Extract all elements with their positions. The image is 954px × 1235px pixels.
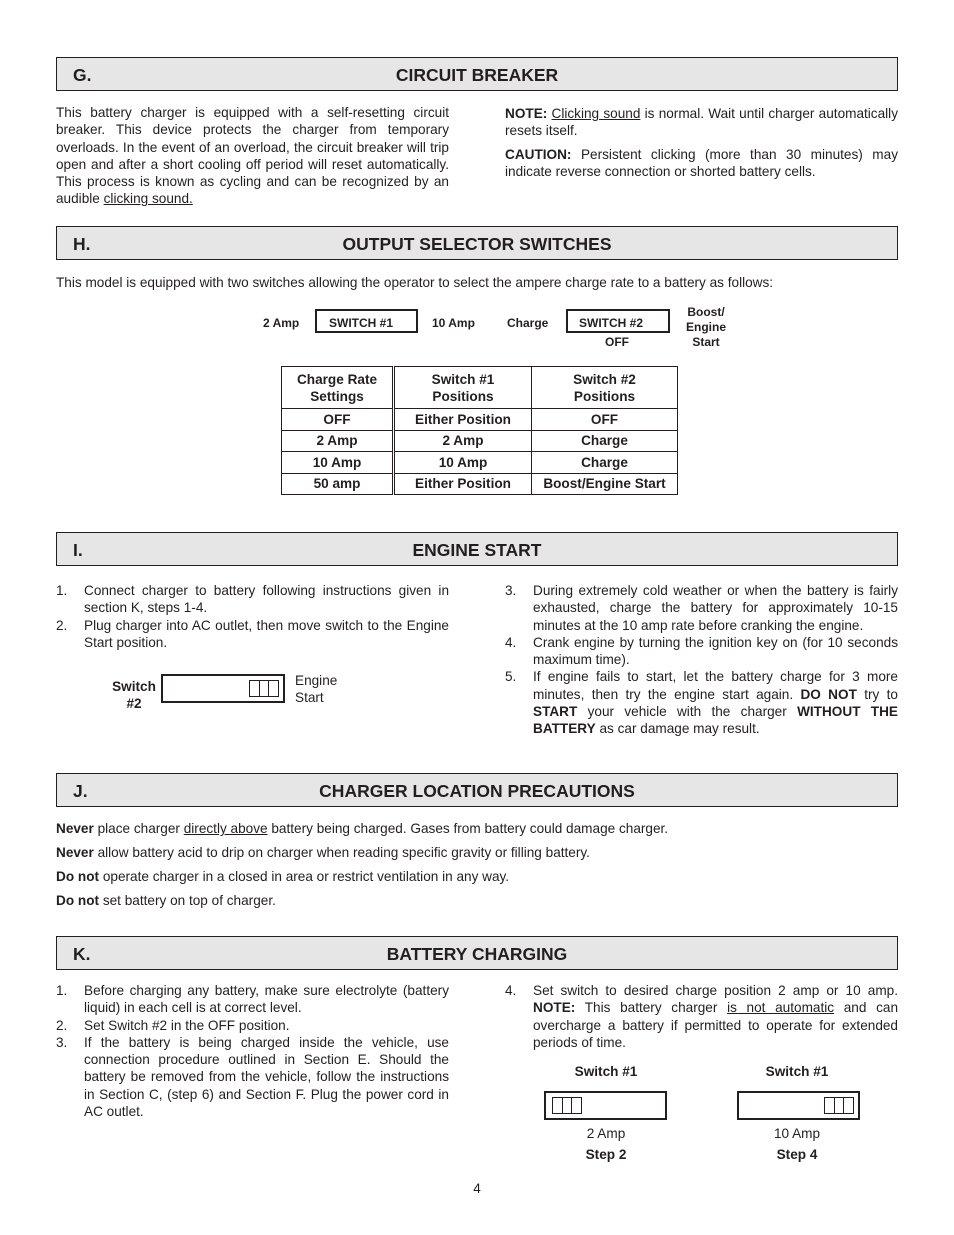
step-text: and can overcharge a battery if permitted to operate for extended periods of time. (533, 1000, 898, 1050)
step-text: If engine fails to start, let the battery charge for 3 more minutes, then try the engine start again. (533, 669, 898, 702)
table-cell: Either Position (394, 409, 532, 431)
header-cell (282, 367, 394, 409)
table-cell: OFF (532, 409, 678, 431)
section-title: ENGINE START (412, 540, 542, 560)
fig-left-step: Step 2 (585, 1147, 627, 1162)
step-number: 4. (505, 634, 517, 650)
section-title: CIRCUIT BREAKER (395, 65, 559, 85)
engine-label-line: Start (295, 690, 324, 706)
list-item (56, 617, 449, 652)
table-header-row (282, 367, 678, 409)
section-letter: K. (73, 944, 91, 964)
table-cell: OFF (282, 409, 394, 431)
section-g-header (56, 57, 898, 91)
section-title: CHARGER LOCATION PRECAUTIONS (319, 781, 635, 801)
toggle-knob-icon (249, 680, 279, 697)
header-cell (532, 367, 678, 409)
precaution-line (56, 820, 898, 837)
fig-right-step: Step 4 (776, 1147, 818, 1162)
step-number: 2. (56, 617, 68, 633)
header-text: Settings (310, 388, 364, 404)
section-i-header (56, 532, 898, 566)
body-text: place charger (93, 821, 184, 836)
table-cell: 10 Amp (394, 452, 532, 474)
underlined-text: is not automatic (727, 1000, 835, 1016)
table-cell: 2 Amp (282, 430, 394, 452)
section-letter: H. (73, 234, 91, 254)
body-text: operate charger in a closed in area or restrict ventilation in any way. (99, 869, 510, 884)
fig-right-title: Switch #1 (765, 1064, 829, 1079)
section-title: OUTPUT SELECTOR SWITCHES (342, 234, 612, 254)
switch-label-line: #2 (126, 696, 142, 712)
table-row (282, 409, 678, 431)
bold-text: WITHOUT THE BATTERY (533, 704, 898, 737)
selector-intro: This model is equipped with two switches allowing the operator to select the ampere charge rate to a battery as follows: (56, 275, 774, 290)
list-item (505, 634, 898, 669)
battery-charging-steps-left (56, 982, 449, 1120)
table-cell: 10 Amp (282, 452, 394, 474)
list-item (56, 1017, 449, 1034)
header-text: Switch #1 (431, 371, 495, 387)
precaution-line (56, 844, 898, 861)
underlined-text: clicking sound. (103, 191, 193, 207)
header-text: Charge Rate (296, 371, 378, 387)
step-number: 1. (56, 583, 68, 598)
list-item (56, 582, 449, 617)
table-row (282, 430, 678, 452)
list-item (505, 582, 898, 634)
switch2-engine-start-diagram (161, 674, 285, 703)
list-item (505, 982, 898, 1051)
fig-right-caption: 10 Amp (773, 1126, 821, 1141)
step-number: 3. (505, 583, 517, 598)
section-letter: G. (73, 65, 92, 85)
step-text: try to (856, 686, 898, 702)
step-text: your vehicle with the charger (577, 704, 798, 720)
fig-left-title: Switch #1 (574, 1064, 638, 1079)
precaution-line (56, 868, 898, 885)
bold-text: DO NOT (800, 686, 857, 702)
switch2-label: SWITCH #2 (579, 316, 644, 330)
header-cell (394, 367, 532, 409)
engine-label-line: Engine (295, 673, 338, 688)
body-text: battery being charged. Gases from battery could damage charger. (267, 821, 669, 836)
boost-engine-start-label (683, 305, 729, 350)
section-letter: I. (73, 540, 83, 560)
step-text: If the battery is being charged inside the vehicle, use connection procedure outlined in Section E. Should the battery be removed from the vehicle, follow the instructions in Section C, (step 6) and Section F. Plug the power cord in AC outlet. (84, 1034, 449, 1120)
caution-paragraph (505, 146, 898, 181)
step-text: This battery charger (575, 1000, 728, 1016)
switch1-2amp-diagram (544, 1091, 667, 1120)
underlined-text: Clicking sound (551, 106, 641, 121)
section-title: BATTERY CHARGING (386, 944, 568, 964)
table-cell: Charge (532, 452, 678, 474)
step-number: 1. (56, 983, 68, 998)
bold-text: NOTE: (533, 1000, 576, 1016)
table-cell: 50 amp (282, 473, 394, 495)
note-text: is normal. Wait until charger automatically resets itself. (505, 106, 898, 139)
switch1-label: SWITCH #1 (329, 316, 394, 330)
table-row (282, 452, 678, 474)
step-text: Connect charger to battery following instructions given in section K, steps 1-4. (84, 583, 449, 616)
step-text: Set Switch #2 in the OFF position. (84, 1017, 290, 1033)
fig-left-caption: 2 Amp (586, 1126, 626, 1141)
switch1-left-label: 2 Amp (263, 316, 300, 330)
table-cell: Either Position (394, 473, 532, 495)
caution-text: Persistent clicking (more than 30 minutes) may indicate reverse connection or shorted battery cells. (505, 147, 898, 180)
switch-label-line: Switch (112, 679, 156, 694)
underlined-text: directly above (183, 821, 268, 836)
bold-text: Do not (56, 893, 100, 908)
step-text: During extremely cold weather or when the battery is fairly exhausted, charge the battery for approximately 10-15 minutes at the 10 amp rate before cranking the engine. (533, 583, 898, 633)
bold-text: START (533, 704, 578, 720)
step-number: 3. (56, 1034, 68, 1050)
bold-text: Never (56, 845, 94, 860)
switch2-diagram (566, 309, 670, 333)
engine-start-label (295, 672, 337, 707)
step-text: Set switch to desired charge position 2 amp or 10 amp. (533, 983, 898, 998)
switch1-diagram (315, 309, 418, 333)
header-text: Positions (432, 388, 494, 404)
body-text: This battery charger is equipped with a self-resetting circuit breaker. This device protects the charger from temporary overloads. In the event of an overload, the circuit breaker will trip open and after a short cooling off period will reset automatically. This process is known as cycling and can be recognized by an audible (56, 105, 449, 207)
section-letter: J. (73, 781, 88, 801)
toggle-knob-icon (552, 1097, 582, 1114)
step-number: 5. (505, 669, 517, 685)
battery-charging-steps-right (505, 982, 898, 1051)
note-label: NOTE: (505, 106, 548, 121)
switch1-right-label: 10 Amp (432, 316, 475, 330)
engine-switch-label (110, 678, 158, 713)
caution-label: CAUTION: (505, 147, 572, 162)
section-h-header (56, 226, 898, 260)
engine-start-steps-left (56, 582, 449, 651)
circuit-breaker-text (56, 104, 449, 208)
switch2-left-label: Charge (507, 316, 549, 330)
step-text: Crank engine by turning the ignition key on (for 10 seconds maximum time). (533, 634, 898, 668)
step-text: as car damage may result. (595, 721, 760, 737)
list-item (56, 1034, 449, 1120)
switch2-off-label: OFF (605, 335, 629, 349)
toggle-knob-icon (824, 1097, 854, 1114)
header-text: Switch #2 (573, 371, 636, 387)
list-item (505, 668, 898, 737)
start-line: Start (692, 335, 720, 349)
step-number: 2. (56, 1017, 68, 1033)
list-item (56, 982, 449, 1017)
page-number: 4 (473, 1181, 481, 1196)
charge-rate-table (281, 366, 678, 495)
body-text: set battery on top of charger. (99, 893, 276, 908)
step-number: 4. (505, 983, 517, 998)
note-paragraph (505, 105, 898, 140)
bold-text: Do not (56, 869, 100, 884)
step-text: Before charging any battery, make sure electrolyte (battery liquid) in each cell is at correct level. (84, 983, 449, 1016)
table-row (282, 473, 678, 495)
precaution-line (56, 892, 898, 909)
engine-line: Engine (685, 320, 726, 334)
engine-start-steps-right (505, 582, 898, 738)
header-text: Positions (573, 388, 636, 404)
boost-line: Boost/ (687, 305, 725, 319)
body-text: allow battery acid to drip on charger when reading specific gravity or filling battery. (93, 845, 590, 860)
table-cell: Charge (532, 430, 678, 452)
switch1-10amp-diagram (737, 1091, 860, 1120)
table-cell: 2 Amp (394, 430, 532, 452)
bold-text: Never (56, 821, 94, 836)
section-k-header (56, 936, 898, 970)
section-j-header (56, 773, 898, 807)
step-text: Plug charger into AC outlet, then move switch to the Engine Start position. (84, 617, 449, 650)
table-cell: Boost/Engine Start (532, 473, 678, 495)
